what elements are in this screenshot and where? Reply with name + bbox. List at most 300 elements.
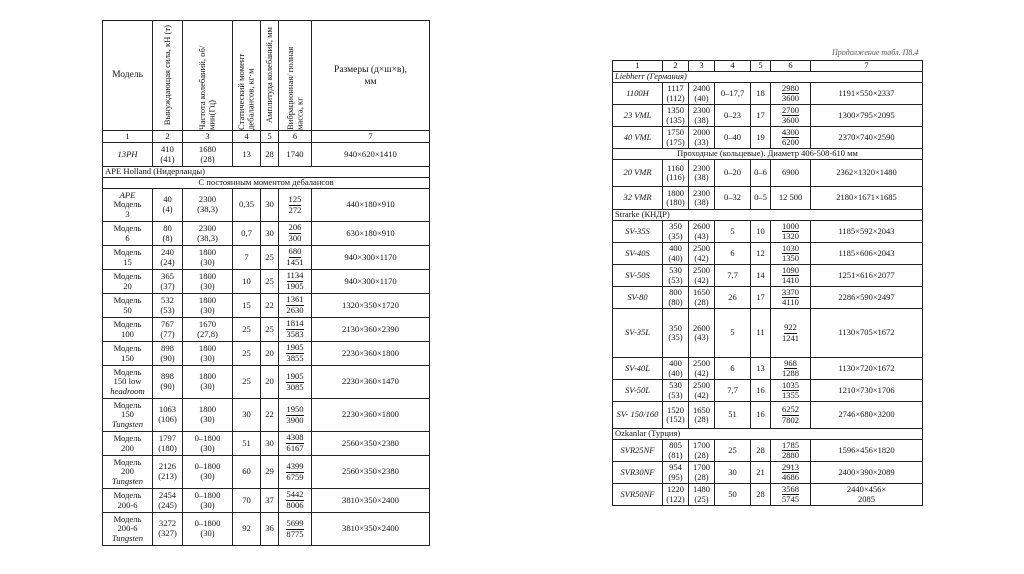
vibration-mass: 1030 — [782, 242, 799, 253]
col-number: 3 — [689, 61, 715, 72]
moment-cell: 6 — [715, 358, 751, 380]
model-cell — [103, 489, 153, 513]
cell-line: 2500 — [693, 243, 710, 254]
moment-cell: 25 — [233, 342, 261, 366]
cell-line: (152) — [666, 414, 685, 424]
vibration-mass: 2700 — [782, 104, 799, 115]
amplitude-cell: 12 — [751, 243, 771, 265]
cell-line: 2500 — [693, 380, 710, 391]
cell-line: (28) — [694, 414, 709, 424]
force-cell — [663, 221, 689, 243]
moment-cell: 51 — [233, 432, 261, 456]
vibration-mass: 680 — [288, 246, 302, 257]
header-force: Вынуждающая сила, кН (т) — [153, 21, 183, 131]
frequency-cell — [689, 243, 715, 265]
moment-cell: 60 — [233, 456, 261, 489]
moment-cell: 25 — [233, 366, 261, 399]
cell-line: 1800 — [667, 187, 684, 198]
force-cell — [153, 318, 183, 342]
force-cell — [663, 243, 689, 265]
moment-cell: 0–23 — [715, 105, 751, 127]
amplitude-cell: 16 — [751, 402, 771, 429]
model-cell — [103, 189, 153, 222]
cell-line: Tungsten — [111, 418, 144, 429]
mass-cell: 12 500 — [771, 187, 811, 210]
model-cell: SV-80 — [613, 287, 663, 309]
total-mass: 3583 — [286, 329, 304, 339]
moment-cell: 0–32 — [715, 187, 751, 210]
cell-line: 40 — [163, 194, 172, 205]
table-row — [103, 513, 430, 546]
total-mass: 1451 — [286, 257, 304, 267]
moment-cell: 5 — [715, 221, 751, 243]
amplitude-cell: 20 — [261, 342, 279, 366]
force-cell — [663, 127, 689, 149]
table-row — [613, 309, 923, 358]
table-row — [613, 402, 923, 429]
vibration-mass: 4300 — [782, 126, 799, 137]
mass-cell — [279, 294, 312, 318]
dimensions-cell: 3810×350×2400 — [312, 489, 430, 513]
frequency-cell — [689, 309, 715, 358]
mass-cell — [771, 83, 811, 105]
cell-line: Модель — [113, 489, 142, 500]
force-cell — [153, 246, 183, 270]
cell-line: 2300 — [693, 105, 710, 116]
dimensions-cell: 2560×350×2380 — [312, 432, 430, 456]
cell-line: (40) — [668, 252, 683, 263]
moment-cell: 13 — [233, 143, 261, 167]
cell-line: 1800 — [198, 342, 217, 353]
table-row — [613, 484, 923, 506]
total-mass: 1350 — [782, 253, 799, 263]
dimensions-cell: 630×180×910 — [312, 222, 430, 246]
cell-line: 80 — [163, 222, 172, 233]
table-row — [613, 127, 923, 149]
col-number: 4 — [715, 61, 751, 72]
cell-line: 3 — [125, 208, 130, 219]
amplitude-cell: 10 — [751, 221, 771, 243]
vibration-mass: 1035 — [782, 379, 799, 390]
force-cell — [153, 432, 183, 456]
cell-line: (112) — [666, 92, 685, 103]
cell-line: 1800 — [198, 246, 217, 257]
cell-line: (116) — [666, 172, 685, 182]
cell-line: 6 — [125, 232, 130, 243]
dimensions-cell: 2180×1671×1685 — [811, 187, 923, 210]
force-cell — [663, 287, 689, 309]
cell-line: (28) — [694, 296, 709, 307]
section-row — [103, 167, 430, 178]
mass-cell — [279, 366, 312, 399]
mass-cell — [771, 127, 811, 149]
amplitude-cell: 25 — [261, 318, 279, 342]
cell-line: (40) — [694, 92, 709, 103]
cell-line: 2600 — [693, 322, 710, 333]
cell-line: 2000 — [693, 127, 710, 138]
table-row — [613, 440, 923, 462]
mass-cell — [279, 432, 312, 456]
cell-line: (43) — [694, 230, 709, 241]
cell-line: 1063 — [158, 404, 177, 415]
total-mass: 6200 — [782, 137, 799, 147]
col-number: 6 — [279, 131, 312, 143]
cell-line: (81) — [668, 449, 683, 460]
section-row — [613, 429, 923, 440]
amplitude-cell: 0–6 — [751, 160, 771, 187]
moment-cell: 51 — [715, 402, 751, 429]
amplitude-cell: 16 — [751, 380, 771, 402]
vibration-mass: 3370 — [782, 286, 799, 297]
force-cell — [153, 513, 183, 546]
cell-line: 1117 — [667, 83, 684, 94]
section-row — [613, 72, 923, 83]
table-row — [103, 143, 430, 167]
cell-line: 1160 — [667, 162, 684, 173]
mass-cell — [279, 399, 312, 432]
amplitude-cell: 36 — [261, 513, 279, 546]
cell-line: (42) — [694, 274, 709, 285]
total-mass: 1241 — [782, 332, 799, 343]
frequency-cell — [689, 402, 715, 429]
subsection-row — [613, 149, 923, 160]
col-number: 6 — [771, 61, 811, 72]
model-cell: 40 VML — [613, 127, 663, 149]
mass-cell — [771, 265, 811, 287]
col-number: 3 — [183, 131, 233, 143]
model-cell: SV- 150/160 — [613, 402, 663, 429]
force-cell — [153, 270, 183, 294]
right-specs-table — [612, 60, 923, 506]
table-row — [103, 270, 430, 294]
cell-line: 240 — [161, 246, 174, 257]
cell-line: 200 — [121, 442, 134, 453]
cell-line: (35) — [668, 332, 683, 342]
mass-cell — [771, 380, 811, 402]
header-model: Модель — [103, 21, 153, 131]
cell-line: 365 — [161, 270, 174, 281]
total-mass: 4686 — [782, 472, 799, 482]
cell-line: 2600 — [693, 221, 710, 232]
frequency-cell — [183, 366, 233, 399]
cell-line: (33) — [694, 136, 709, 147]
force-cell — [663, 440, 689, 462]
total-mass: 1288 — [782, 368, 799, 378]
moment-cell: 7 — [233, 246, 261, 270]
dimensions-cell: 1300×795×2095 — [811, 105, 923, 127]
amplitude-cell: 30 — [261, 189, 279, 222]
amplitude-cell: 0–5 — [751, 187, 771, 210]
frequency-cell: 1680 (28) — [183, 143, 233, 167]
cell-line: 530 — [669, 265, 682, 276]
dimensions-cell: 1130×705×1672 — [811, 309, 923, 358]
col-number: 7 — [811, 61, 923, 72]
cell-line: APE — [119, 189, 136, 200]
header-amplitude: Амплитуда колебаний, мм — [261, 21, 279, 131]
vibration-mass: 2913 — [782, 461, 799, 472]
cell-line: (90) — [160, 381, 175, 391]
amplitude-cell: 22 — [261, 294, 279, 318]
frequency-cell — [183, 342, 233, 366]
cell-line: 350 — [669, 322, 682, 333]
cell-line: 2300 — [198, 194, 217, 205]
total-mass: 6167 — [286, 443, 304, 453]
frequency-cell — [183, 432, 233, 456]
cell-line: (27,8) — [197, 328, 218, 339]
frequency-cell — [689, 160, 715, 187]
mass-cell — [279, 222, 312, 246]
vibration-mass: 4399 — [286, 460, 304, 471]
mass-cell — [771, 287, 811, 309]
table-row — [103, 342, 430, 366]
moment-cell: 92 — [233, 513, 261, 546]
cell-line: Tungsten — [111, 475, 144, 486]
cell-line: (180) — [158, 442, 177, 453]
model-cell — [103, 432, 153, 456]
cell-line: (213) — [158, 471, 177, 481]
section-title-ozkanlar: Ozkanlar (Турция) — [613, 429, 923, 440]
dimensions-cell: 1130×720×1672 — [811, 358, 923, 380]
model-cell: SVR50NF — [613, 484, 663, 506]
model-cell: 13PH — [103, 143, 153, 167]
col-number: 2 — [153, 131, 183, 143]
dimensions-cell: 1251×616×2077 — [811, 265, 923, 287]
cell-line: 767 — [161, 318, 174, 329]
total-mass: 5745 — [782, 494, 799, 504]
cell-line: 805 — [669, 440, 682, 451]
cell-line: (8) — [162, 232, 173, 243]
model-cell — [103, 513, 153, 546]
cell-line: (327) — [158, 528, 177, 538]
column-number-row — [103, 131, 430, 143]
force-cell — [153, 366, 183, 399]
model-cell — [103, 222, 153, 246]
force-cell — [153, 189, 183, 222]
total-mass: 1355 — [782, 390, 799, 400]
cell-line: 2454 — [158, 489, 177, 500]
total-mass: 3900 — [286, 414, 304, 425]
cell-line: 898 — [161, 371, 174, 382]
cell-line: (30) — [200, 280, 215, 291]
cell-line: 1220 — [667, 484, 684, 495]
model-cell: SVR25NF — [613, 440, 663, 462]
cell-line: (90) — [160, 352, 175, 363]
cell-line: 15 — [123, 256, 132, 267]
cell-line: (30) — [200, 442, 215, 453]
dimensions-cell: 1191×550×2337 — [811, 83, 923, 105]
subsection-row — [103, 178, 430, 189]
cell-line: 898 — [161, 342, 174, 353]
amplitude-cell: 17 — [751, 105, 771, 127]
mass-cell — [279, 270, 312, 294]
moment-cell: 26 — [715, 287, 751, 309]
mass-cell — [771, 484, 811, 506]
frequency-cell — [183, 513, 233, 546]
total-mass: 2630 — [286, 305, 304, 315]
vibration-mass: 1785 — [782, 439, 799, 450]
cell-line: (80) — [668, 296, 683, 307]
frequency-cell — [689, 265, 715, 287]
model-cell: SV-35S — [613, 221, 663, 243]
table-row — [103, 246, 430, 270]
dimensions-cell: 1320×350×1720 — [312, 294, 430, 318]
dimensions-cell: 2230×360×1800 — [312, 399, 430, 432]
vibration-mass: 206 — [288, 222, 302, 233]
total-mass: 272 — [288, 204, 302, 215]
cell-line: (38) — [694, 197, 709, 207]
cell-line: (37) — [160, 280, 175, 291]
frequency-cell — [183, 489, 233, 513]
table-row — [103, 456, 430, 489]
model-cell — [103, 399, 153, 432]
table-row — [613, 221, 923, 243]
dimensions-cell: 3810×350×2400 — [312, 513, 430, 546]
frequency-cell — [183, 399, 233, 432]
amplitude-cell: 14 — [751, 265, 771, 287]
model-cell — [103, 294, 153, 318]
table-row — [613, 358, 923, 380]
cell-line: (38,3) — [197, 204, 218, 214]
header-row — [103, 21, 430, 131]
frequency-cell — [689, 187, 715, 210]
vibration-mass: 2980 — [782, 82, 799, 93]
cell-line: 400 — [669, 358, 682, 369]
moment-cell: 15 — [233, 294, 261, 318]
cell-line: 2500 — [693, 265, 710, 276]
cell-line: (42) — [694, 389, 709, 400]
table-row — [103, 222, 430, 246]
total-mass: 4110 — [782, 297, 799, 307]
moment-cell: 50 — [715, 484, 751, 506]
moment-cell: 0,35 — [233, 189, 261, 222]
vibration-mass: 4308 — [286, 432, 304, 443]
mass-cell — [279, 456, 312, 489]
cell-line: 200-6 — [117, 499, 138, 510]
cell-line: (53) — [668, 389, 683, 400]
frequency-cell — [689, 462, 715, 484]
cell-line: 200-6 — [117, 523, 138, 534]
mass-cell — [279, 246, 312, 270]
amplitude-cell: 19 — [751, 127, 771, 149]
mass-cell — [279, 342, 312, 366]
total-mass: 8775 — [286, 528, 304, 539]
table-row — [613, 105, 923, 127]
col-number: 1 — [613, 61, 663, 72]
cell-line: 2400 — [693, 83, 710, 94]
vibration-mass: 968 — [784, 357, 797, 368]
vibration-mass: 1090 — [782, 264, 799, 275]
amplitude-cell: 13 — [751, 358, 771, 380]
mass-cell: 6900 — [771, 160, 811, 187]
header-moment: Статический момент дебалансов, кг·м — [233, 21, 261, 131]
table-row — [613, 187, 923, 210]
model-cell — [103, 270, 153, 294]
cell-line: (30) — [200, 381, 215, 391]
cell-line: (77) — [160, 328, 175, 339]
dimensions-cell: 2560×350×2380 — [312, 456, 430, 489]
dimensions-cell — [811, 484, 923, 506]
cell-line: 1800 — [198, 294, 217, 305]
moment-cell: 7,7 — [715, 265, 751, 287]
cell-line: Модель — [113, 318, 142, 329]
dimensions-cell: 1185×592×2043 — [811, 221, 923, 243]
moment-cell: 25 — [233, 318, 261, 342]
cell-line: 1520 — [667, 404, 684, 415]
total-mass: 3855 — [286, 353, 304, 363]
table-row — [103, 318, 430, 342]
total-mass: 3600 — [782, 115, 799, 125]
amplitude-cell: 25 — [261, 270, 279, 294]
mass-cell — [771, 221, 811, 243]
cell-line: 2300 — [693, 162, 710, 173]
frequency-cell — [689, 484, 715, 506]
force-cell — [663, 83, 689, 105]
cell-line: (180) — [666, 197, 685, 207]
moment-cell: 0–20 — [715, 160, 751, 187]
dimensions-cell: 2400×390×2089 — [811, 462, 923, 484]
cell-line: 954 — [669, 462, 682, 473]
cell-line: 1800 — [198, 270, 217, 281]
amplitude-cell: 37 — [261, 489, 279, 513]
cell-line: (28) — [694, 471, 709, 482]
vibration-mass: 922 — [784, 322, 797, 333]
frequency-cell — [689, 287, 715, 309]
total-mass: 1410 — [782, 275, 799, 285]
cell-line: 1670 — [198, 318, 217, 329]
vibration-mass: 1905 — [286, 370, 304, 381]
cell-line: 100 — [121, 328, 134, 339]
model-cell: 1100H — [613, 83, 663, 105]
cell-line: (53) — [668, 274, 683, 285]
cell-line: (122) — [666, 493, 685, 504]
column-number-row — [613, 61, 923, 72]
mass-cell — [771, 402, 811, 429]
dimensions-cell: 940×300×1170 — [312, 270, 430, 294]
total-mass: 3085 — [286, 381, 304, 392]
vibration-mass: 5442 — [286, 489, 304, 500]
cell-line: (30) — [200, 471, 215, 481]
cell-line: (95) — [668, 471, 683, 482]
cell-line: (43) — [694, 332, 709, 342]
vibration-mass: 1134 — [286, 270, 304, 281]
model-cell — [103, 318, 153, 342]
cell-line: 1350 — [667, 105, 684, 116]
model-cell: SV-50L — [613, 380, 663, 402]
force-cell — [153, 489, 183, 513]
cell-line: headroom — [110, 385, 145, 396]
cell-line: Модель — [113, 199, 142, 210]
cell-line: 2126 — [158, 461, 177, 472]
frequency-cell — [689, 105, 715, 127]
amplitude-cell: 28 — [261, 143, 279, 167]
vibration-mass: 6252 — [782, 404, 799, 415]
vibration-mass: 1814 — [286, 318, 304, 329]
amplitude-cell: 17 — [751, 287, 771, 309]
amplitude-cell: 20 — [261, 366, 279, 399]
cell-line: 2300 — [198, 222, 217, 233]
cell-line: 1800 — [198, 404, 217, 415]
table-row — [103, 399, 430, 432]
cell-line: 0–1800 — [194, 461, 221, 472]
force-cell — [663, 105, 689, 127]
dimensions-cell: 1185×606×2043 — [811, 243, 923, 265]
cell-line: 1800 — [198, 371, 217, 382]
frequency-cell — [183, 318, 233, 342]
model-cell: 20 VMR — [613, 160, 663, 187]
cell-line: 200 — [121, 466, 134, 477]
moment-cell: 0–17,7 — [715, 83, 751, 105]
mass-cell — [771, 309, 811, 358]
